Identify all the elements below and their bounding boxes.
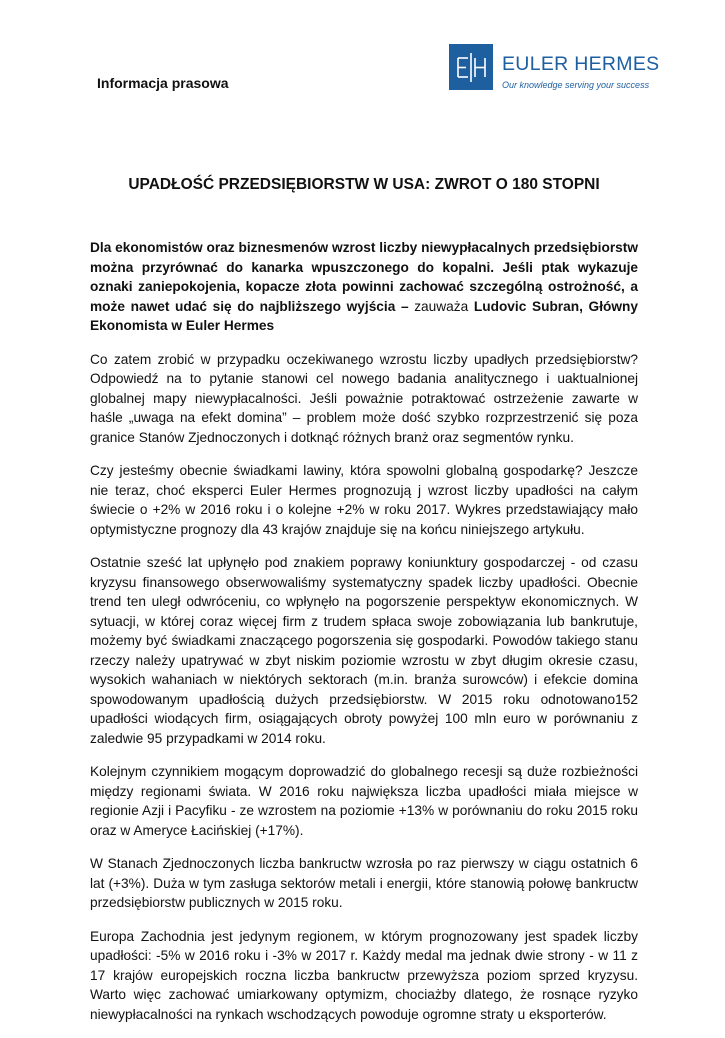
brand-name: EULER HERMES [502, 53, 660, 75]
lead-author: Ludovic Subran, Główny Ekonomista w Euler Hermes [90, 298, 638, 333]
eh-monogram-icon [449, 44, 493, 90]
brand-tagline: Our knowledge serving your success [502, 80, 650, 90]
euler-hermes-logo [449, 44, 660, 94]
paragraph: Ostatnie sześć lat upłynęło pod znakiem poprawy koniunktury gospodarczej - od czasu kryzysu finansowego obserwowaliśmy systematyczny spadek liczby upadłości. Obecnie trend ten uległ odwróceniu, co wpłynęło na pogorszenie perspektyw ekonomicznych. W sytuacji, w której coraz więcej firm z trudem spłaca swoje zobowiązania lub bankrutuje, możemy być świadkami znaczącego pogorszenia się gospodarki. Powodów takiego stanu rzeczy należy upatrywać w zbyt niskim poziomie wzrostu w zbyt długim okresie czasu, wysokich wahaniach w niektórych sektorach (m.in. branża surowców) i efekcie domina spowodowanym upadłością dużych przedsiębiorstw. W 2015 roku odnotowano152 upadłości wiodących firm, osiągających obroty powyżej 100 mln euro w porównaniu z zaledwie 95 przypadkami w 2014 roku. [90, 555, 638, 746]
lead-attribution-verb: zauważa [408, 298, 474, 314]
page-title: UPADŁOŚĆ PRZEDSIĘBIORSTW W USA: ZWROT O 180 STOPNI [128, 176, 600, 193]
paragraph: Co zatem zrobić w przypadku oczekiwanego wzrostu liczby upadłych przedsiębiorstw? Odpowiedź na to pytanie stanowi cel nowego badania analitycznego i uaktualnionej globalnej mapy niewypłacalności. Jeśli poważnie potraktować ostrzeżenie zawarte w haśle „uwaga na efekt domina” – problem może dość szybko rozprzestrzenić się poza granice Stanów Zjednoczonych i dotknąć różnych branż oraz segmentów rynku. [90, 351, 638, 445]
article-body [90, 238, 638, 1038]
paragraph: Kolejnym czynnikiem mogącym doprowadzić do globalnego recesji są duże rozbieżności między regionami świata. W 2016 roku największa liczba upadłości miała miejsce w regionie Azji i Pacyfiku - ze wzrostem na poziomie +13% w porównaniu do roku 2015 roku oraz w Ameryce Łacińskiej (+17%). [90, 764, 638, 838]
lead-text: Dla ekonomistów oraz biznesmenów wzrost liczby niewypłacalnych przedsiębiorstw można przyrównać do kanarka wpuszczonego do kopalni. Jeśli ptak wykazuje oznaki zaniepokojenia, kopacze złota powinni zachować szczególną ostrożność, a może nawet udać się do najbliższego wyjścia – [90, 240, 638, 314]
paragraph: Europa Zachodnia jest jedynym regionem, w którym prognozowany jest spadek liczby upadłości: -5% w 2016 roku i -3% w 2017 r. Każdy medal ma jednak dwie strony - w 11 z 17 krajów europejskich roczna liczba bankructw przewyższa poziom sprzed kryzysu. Warto więc zachować umiarkowany optymizm, chociażby dlatego, że rosnące ryzyko niewypłacalności na rynkach wschodzących powoduje ogromne straty u eksporterów. [90, 928, 638, 1022]
press-release-label: Informacja prasowa [97, 75, 229, 91]
lead-paragraph [90, 238, 638, 336]
paragraph: W Stanach Zjednoczonych liczba bankructw wzrosła po raz pierwszy w ciągu ostatnich 6 lat (+3%). Duża w tym zasługa sektorów metali i energii, które stanowią połowę bankructw przedsiębiorstw publicznych w 2015 roku. [90, 856, 638, 910]
paragraph: Czy jesteśmy obecnie świadkami lawiny, która spowolni globalną gospodarkę? Jeszcze nie teraz, choć eksperci Euler Hermes prognozują j wzrost liczby upadłości na całym świecie o +2% w 2016 roku i o kolejne +2% w roku 2017. Wykres przedstawiający mało optymistyczne prognozy dla 43 krajów znajduje się na końcu niniejszego artykułu. [90, 463, 638, 537]
